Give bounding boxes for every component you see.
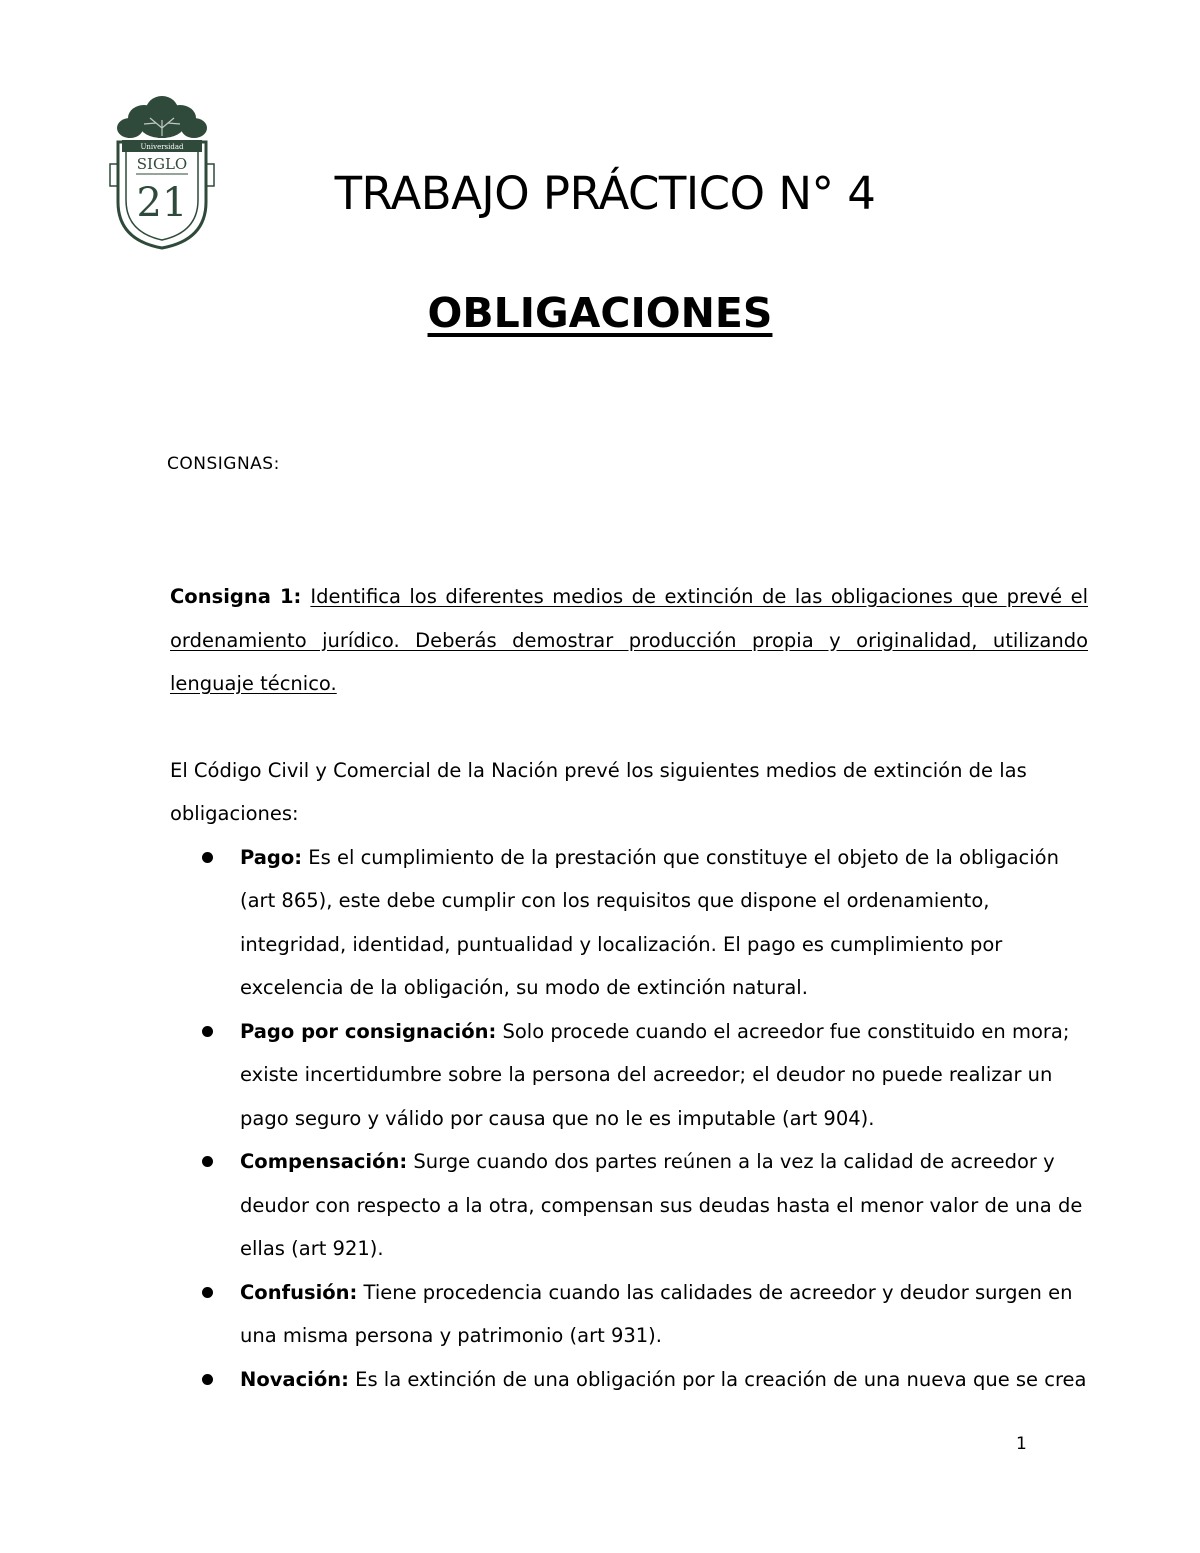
- item-term: Pago por consignación:: [240, 1019, 497, 1043]
- item-term: Novación:: [240, 1367, 349, 1391]
- instruction-paragraph: [170, 575, 1088, 706]
- item-text: Solo procede cuando el acreedor fue constituido en mora; existe incertidumbre sobre la persona del acreedor; el deudor no puede realizar un pago seguro y válido por causa que no le es imputable (art 904).: [240, 1019, 1070, 1130]
- list-item: [170, 1010, 1088, 1141]
- item-text: Tiene procedencia cuando las calidades de acreedor y deudor surgen en una misma persona y patrimonio (art 931).: [240, 1280, 1073, 1347]
- logo-text-universidad: Universidad: [140, 143, 184, 151]
- list-item: [170, 1140, 1088, 1271]
- bullet-icon: [202, 1156, 213, 1167]
- item-text: Es la extinción de una obligación por la creación de una nueva que se crea: [348, 1367, 1087, 1391]
- list-item: [170, 836, 1088, 1010]
- logo-text-siglo: SIGLO: [136, 155, 188, 173]
- document-body: [170, 575, 1088, 1401]
- bullet-icon: [202, 1287, 213, 1298]
- item-text: Surge cuando dos partes reúnen a la vez la calidad de acreedor y deudor con respecto a la otra, compensan sus deudas hasta el menor valor de una de ellas (art 921).: [240, 1150, 1083, 1260]
- extinction-means-list: [170, 836, 1088, 1402]
- logo-text-21: 21: [136, 180, 188, 226]
- document-title: TRABAJO PRÁCTICO N° 4: [334, 167, 876, 220]
- bullet-icon: [202, 1374, 213, 1385]
- item-term: Compensación:: [240, 1150, 408, 1173]
- instruction-text: Identifica los diferentes medios de extinción de las obligaciones que prevé el ordenamiento jurídico. Deberás demostrar producción propia y originalidad, utilizando lenguaje técnico.: [170, 585, 1088, 695]
- instruction-label: Consigna 1:: [170, 585, 311, 608]
- bullet-icon: [202, 1026, 213, 1037]
- document-subtitle: OBLIGACIONES: [427, 289, 773, 337]
- item-term: Pago:: [240, 845, 303, 869]
- bullet-icon: [202, 852, 213, 863]
- consignas-label: CONSIGNAS:: [167, 454, 280, 474]
- page-number: 1: [1016, 1434, 1027, 1454]
- item-term: Confusión:: [240, 1280, 358, 1304]
- list-item: [170, 1271, 1088, 1358]
- list-item: [170, 1358, 1088, 1402]
- item-text: Es el cumplimiento de la prestación que constituye el objeto de la obligación (art 865), este debe cumplir con los requisitos que dispone el ordenamiento, integridad, identidad, puntualidad y localización. El pago es cumplimiento por excelencia de la obligación, su modo de extinción natural.: [240, 845, 1059, 999]
- intro-paragraph: El Código Civil y Comercial de la Nación prevé los siguientes medios de extinción de las obligaciones:: [170, 758, 1027, 825]
